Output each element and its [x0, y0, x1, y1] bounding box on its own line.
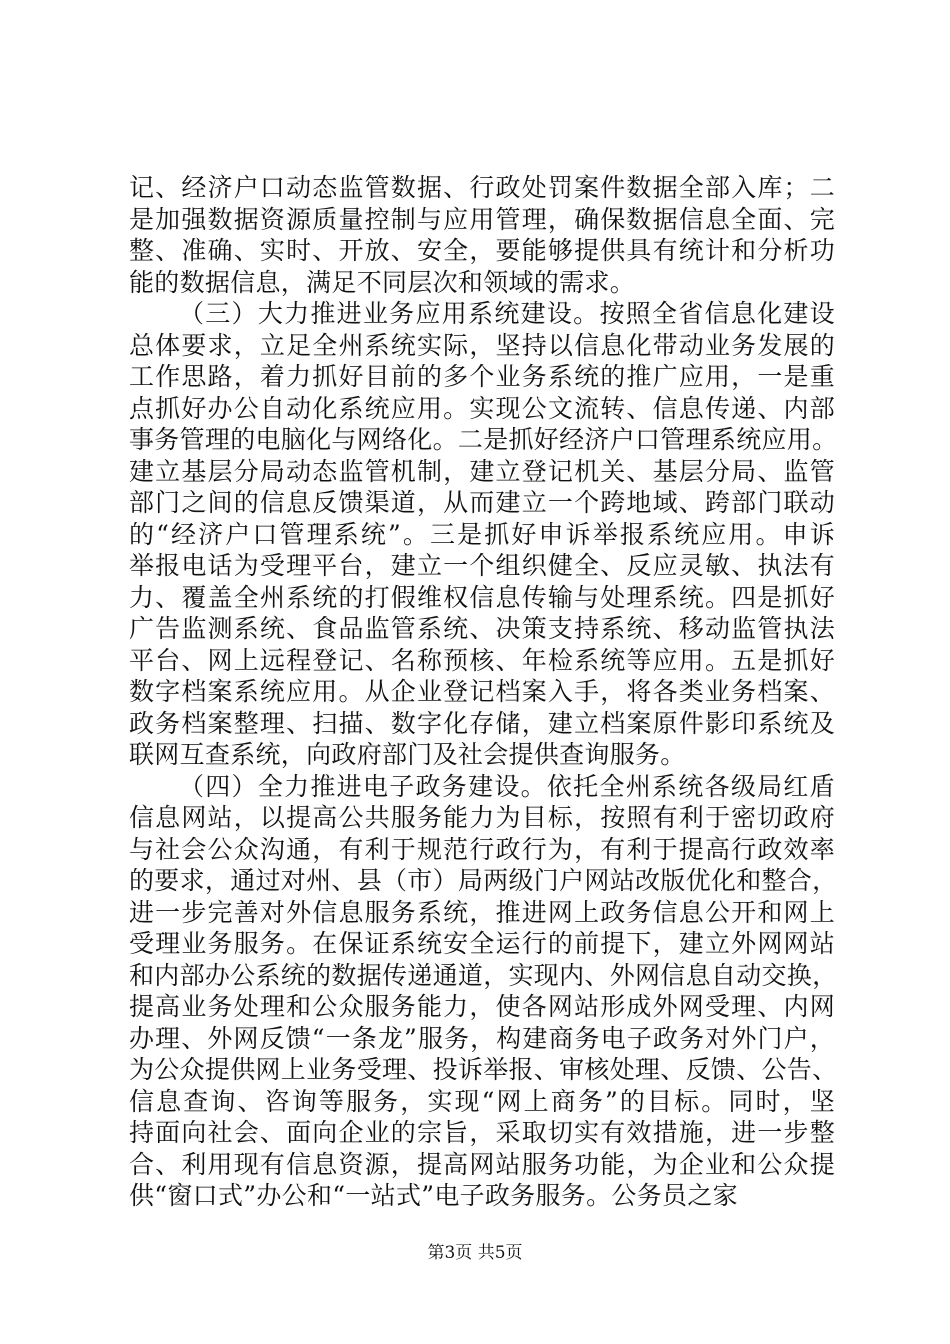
text-line: 的要求，通过对州、县（市）局两级门户网站改版优化和整合， [129, 866, 838, 895]
text-line: 建立基层分局动态监管机制，建立登记机关、基层分局、监管 [129, 456, 835, 486]
text-line: 事务管理的电脑化与网络化。二是抓好经济户口管理系统应用。 [129, 425, 838, 454]
text-line: 政务档案整理、扫描、数字化存储，建立档案原件影印系统及 [129, 708, 835, 738]
text-line: 信息网站，以提高公共服务能力为目标，按照有利于密切政府 [129, 803, 835, 832]
text-line: 举报电话为受理平台，建立一个组织健全、反应灵敏、执法有 [129, 551, 835, 580]
paragraph-heading-4: （四）全力推进电子政务建设。依托全州系统各级局红盾 [179, 771, 835, 801]
text-line: 力、覆盖全州系统的打假维权信息传输与处理系统。四是抓好 [129, 582, 835, 612]
text-line: 广告监测系统、食品监管系统、决策支持系统、移动监管执法 [129, 614, 835, 643]
text-line: 持面向社会、面向企业的宗旨，采取切实有效措施，进一步整 [129, 1118, 835, 1147]
text-line: 总体要求，立足全州系统实际，坚持以信息化带动业务发展的 [129, 330, 835, 360]
paragraph-heading-3: （三）大力推进业务应用系统建设。按照全省信息化建设 [179, 299, 835, 328]
text-line: 能的数据信息，满足不同层次和领域的需求。 [129, 267, 636, 297]
text-line: 办理、外网反馈“一条龙”服务，构建商务电子政务对外门户， [129, 1023, 835, 1053]
text-line: 数字档案系统应用。从企业登记档案入手，将各类业务档案、 [129, 677, 835, 706]
text-line: 和内部办公系统的数据传递通道，实现内、外网信息自动交换， [129, 960, 838, 990]
text-line: 是加强数据资源质量控制与应用管理，确保数据信息全面、完 [129, 204, 835, 234]
text-line: 的“经济户口管理系统”。三是抓好申诉举报系统应用。申诉 [129, 519, 835, 549]
page-number-footer: 第3页 共5页 [427, 1243, 523, 1263]
body-text [129, 172, 838, 1212]
text-line: 提高业务处理和公众服务能力，使各网站形成外网受理、内网 [129, 992, 835, 1021]
text-line: 合、利用现有信息资源，提高网站服务功能，为企业和公众提 [129, 1149, 835, 1179]
text-line: 联网互查系统，向政府部门及社会提供查询服务。 [129, 740, 686, 769]
text-line: 点抓好办公自动化系统应用。实现公文流转、信息传递、内部 [129, 393, 835, 423]
text-line: 部门之间的信息反馈渠道，从而建立一个跨地域、跨部门联动 [129, 488, 835, 517]
text-line: 信息查询、咨询等服务，实现“网上商务”的目标。同时，坚 [129, 1086, 835, 1116]
text-line: 平台、网上远程登记、名称预核、年检系统等应用。五是抓好 [129, 645, 835, 675]
text-line: 整、准确、实时、开放、安全，要能够提供具有统计和分析功 [129, 236, 835, 265]
text-line: 进一步完善对外信息服务系统，推进网上政务信息公开和网上 [129, 897, 835, 927]
text-line: 受理业务服务。在保证系统安全运行的前提下，建立外网网站 [129, 929, 835, 958]
text-line: 为公众提供网上业务受理、投诉举报、审核处理、反馈、公告、 [129, 1055, 838, 1084]
text-line: 供“窗口式”办公和“一站式”电子政务服务。公务员之家 [129, 1181, 738, 1210]
text-line: 记、经济户口动态监管数据、行政处罚案件数据全部入库；二 [129, 173, 835, 202]
text-line: 与社会公众沟通，有利于规范行政行为，有利于提高行政效率 [129, 834, 835, 864]
text-line: 工作思路，着力抓好目前的多个业务系统的推广应用，一是重 [129, 362, 835, 391]
